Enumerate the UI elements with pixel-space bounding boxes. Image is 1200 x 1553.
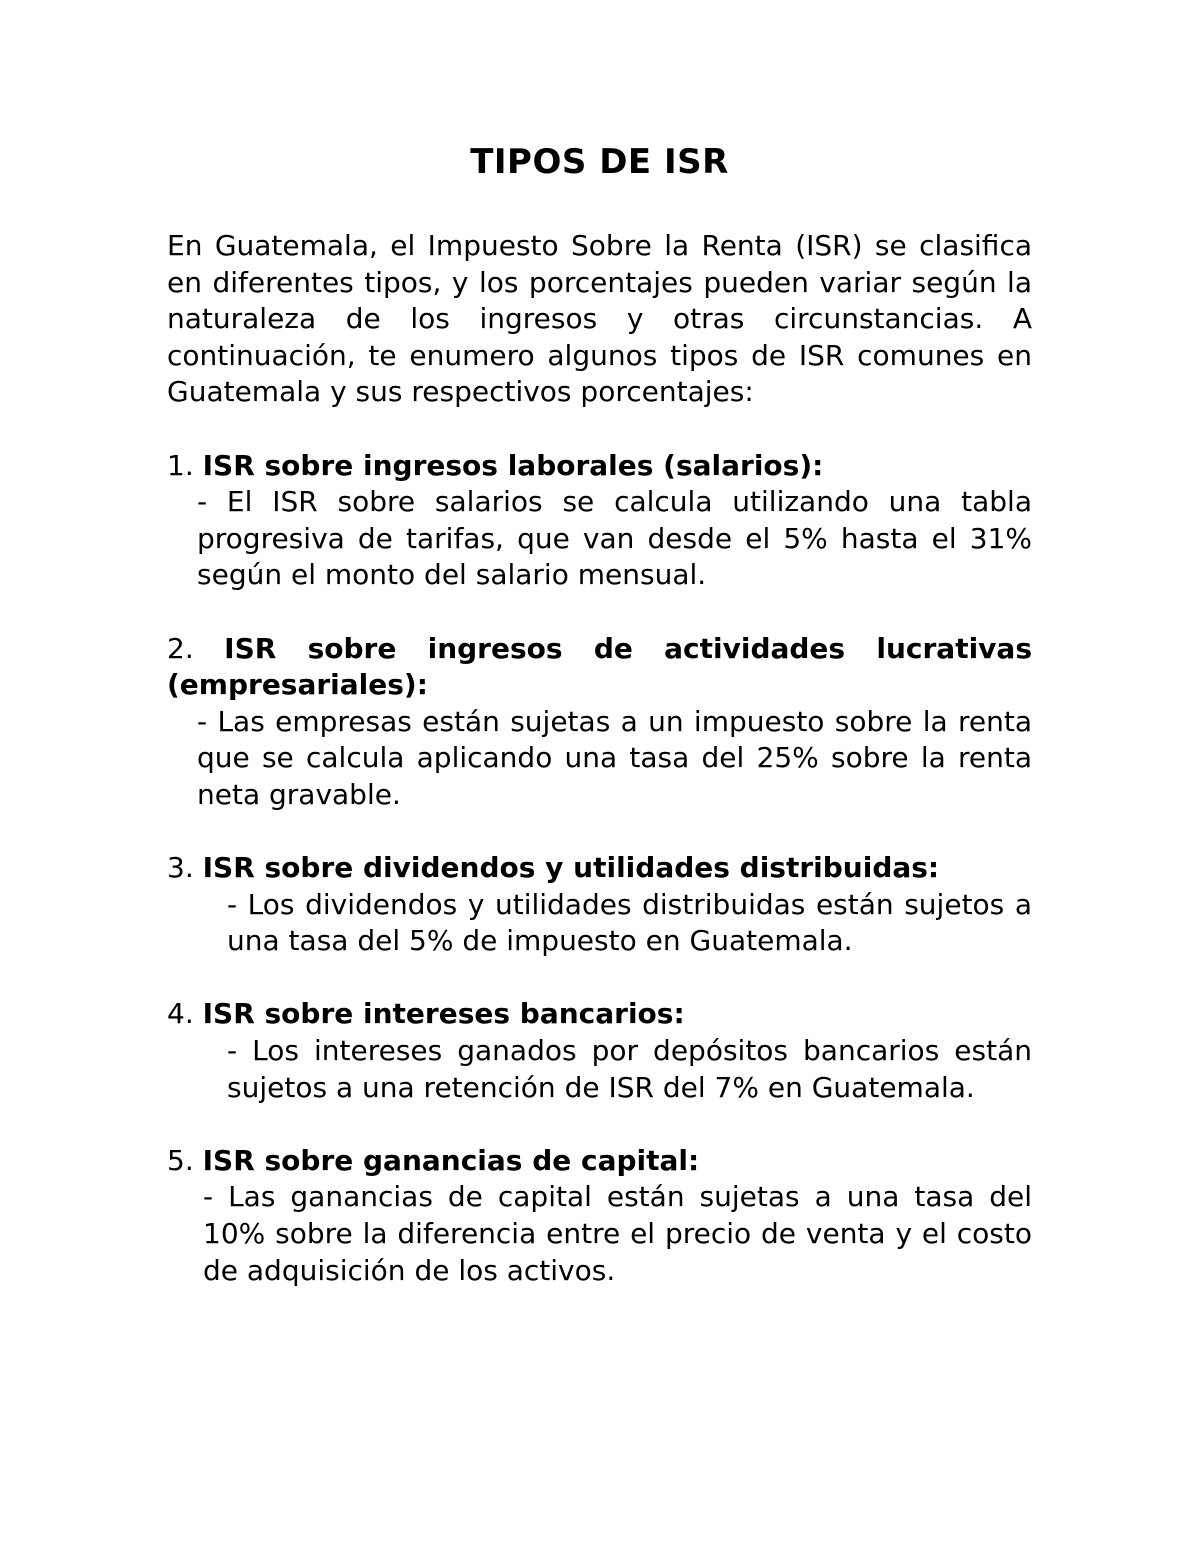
- item-description: - Los dividendos y utilidades distribuidas están sujetos a una tasa del 5% de impuesto en Guatemala.: [227, 887, 1032, 958]
- list-item-heading: [167, 996, 1032, 1033]
- item-title: ISR sobre dividendos y utilidades distribuidas:: [202, 851, 940, 885]
- item-title: ISR sobre ingresos laborales (salarios):: [202, 448, 824, 482]
- list-item-heading: [167, 850, 1032, 887]
- item-description: - Las ganancias de capital están sujetas a una tasa del 10% sobre la diferencia entre el precio de venta y el costo de adquisición de los activos.: [203, 1180, 1032, 1287]
- item-description: - Los intereses ganados por depósitos bancarios están sujetos a una retención de ISR del 7% en Guatemala.: [227, 1034, 1032, 1104]
- item-description: - El ISR sobre salarios se calcula utilizando una tabla progresiva de tarifas, que van desde el 5% hasta el 31% según el monto del salario mensual.: [197, 485, 1032, 592]
- list-item-heading: [167, 631, 1032, 704]
- item-number: 4.: [167, 997, 194, 1031]
- document-title: TIPOS DE ISR: [470, 142, 729, 182]
- item-number: 3.: [167, 851, 194, 885]
- item-number: 2.: [167, 631, 194, 665]
- item-title: ISR sobre ganancias de capital:: [202, 1143, 700, 1177]
- item-number: 5.: [167, 1143, 194, 1177]
- item-description: - Las empresas están sujetas a un impuesto sobre la renta que se calcula aplicando una tasa del 25% sobre la renta neta gravable.: [197, 704, 1032, 811]
- item-title: ISR sobre intereses bancarios:: [202, 997, 685, 1031]
- item-number: 1.: [167, 448, 194, 482]
- list-item-heading: [167, 1143, 1032, 1180]
- intro-paragraph: En Guatemala, el Impuesto Sobre la Renta (ISR) se clasifica en diferentes tipos, y los porcentajes pueden variar según la naturaleza de los ingresos y otras circunstancias. A continuación, te enumero algunos tipos de ISR comunes en Guatemala y sus respectivos porcentajes:: [167, 229, 1032, 409]
- document-body: [167, 228, 1032, 1289]
- list-item-heading: [167, 448, 1032, 485]
- item-title: ISR sobre ingresos de actividades lucrativas (empresariales):: [167, 631, 1032, 702]
